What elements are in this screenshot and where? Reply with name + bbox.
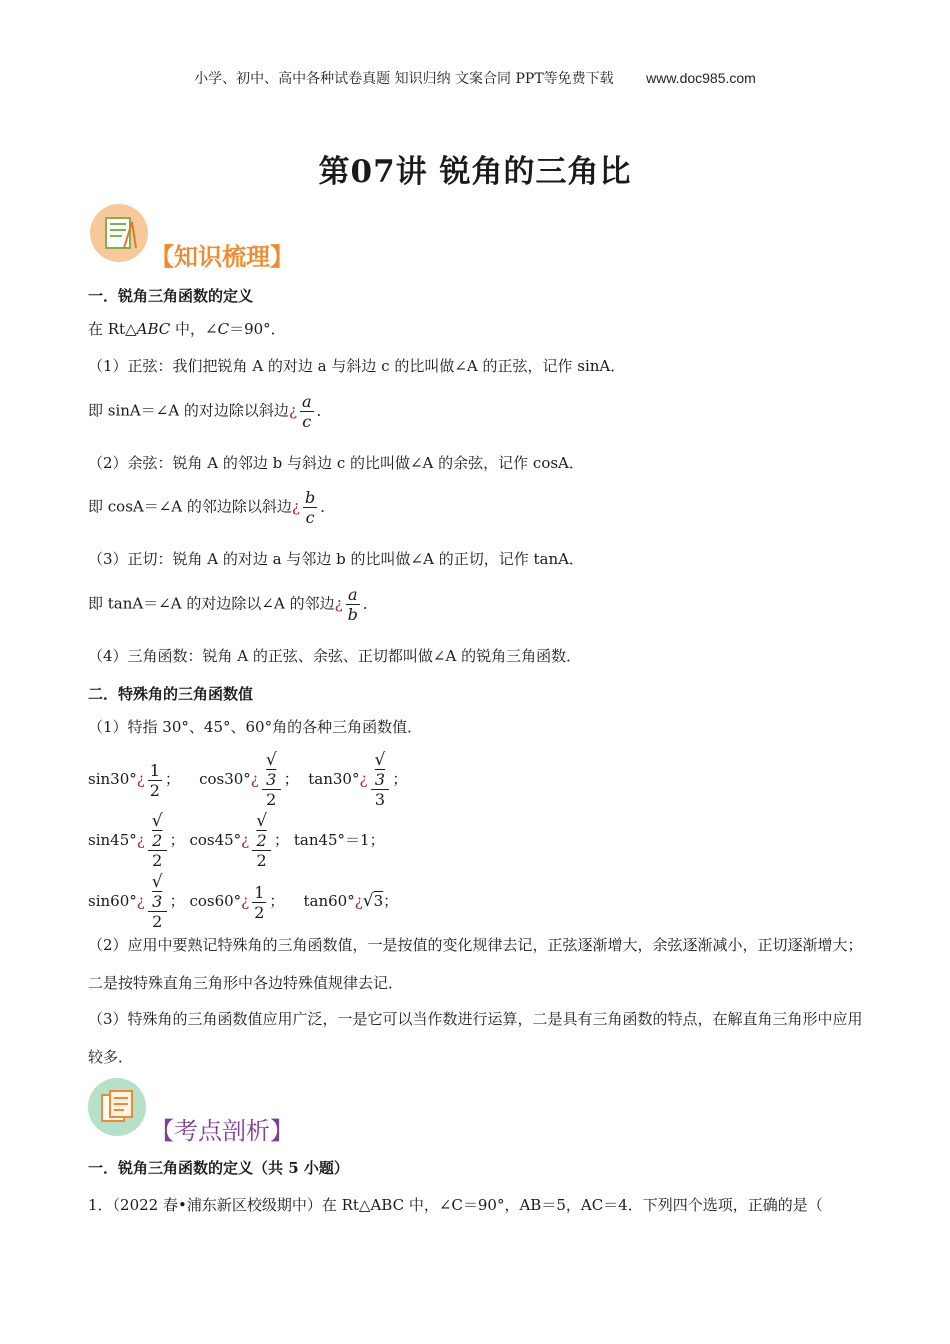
- trig-function-definition: （4）三角函数：锐角 A 的正弦、余弦、正切都叫做∠A 的锐角三角函数．: [88, 647, 582, 665]
- header-url[interactable]: www.doc985.com: [646, 70, 756, 86]
- part2-heading: 二．特殊角的三角函数值: [88, 685, 254, 703]
- memorize-paragraph: （2）应用中要熟记特殊角的三角函数值，一是按值的变化规律去记，正弦逐渐增大，余弦逐渐减小，正切逐渐增大；二是按特殊直角三角形中各边特殊值规律去记．: [88, 936, 863, 992]
- page-header: [0, 68, 950, 88]
- cos-equation: 即 cosA＝∠A 的邻边除以斜边¿ $\frac{b}{c}$ ．: [88, 488, 336, 527]
- special-angles-intro: （1）特指 30°、45°、60°角的各种三角函数值．: [88, 718, 423, 736]
- header-text: 小学、初中、高中各种试卷真题 知识归纳 文案合同 PPT等免费下载: [194, 71, 614, 87]
- tan-equation: 即 tanA＝∠A 的对边除以∠A 的邻边¿ $\frac{a}{b}$ ．: [88, 585, 378, 624]
- cos-definition: （2）余弦：锐角 A 的邻边 b 与斜边 c 的比叫做∠A 的余弦，记作 cosA．: [88, 454, 584, 472]
- sin-definition: （1）正弦：我们把锐角 A 的对边 a 与斜边 c 的比叫做∠A 的正弦，记作 sinA．: [88, 357, 626, 375]
- question-1: 1．（2022 春•浦东新区校级期中）在 Rt△ABC 中，∠C＝90°，AB＝5，AC＝4．下列四个选项，正确的是（: [88, 1196, 823, 1214]
- tan-definition: （3）正切：锐角 A 的对边 a 与邻边 b 的比叫做∠A 的正切，记作 tanA．: [88, 550, 584, 568]
- part1-intro: 在 Rt△ABC 中，∠C＝90°．: [88, 320, 286, 338]
- row-60-degrees: sin60°¿ √ 3 2 ； cos60°¿ $\frac{1}{2}$ ； tan60°¿√3；: [88, 872, 399, 931]
- section-heading-analysis: 【考点剖析】: [150, 1117, 294, 1145]
- application-paragraph: （3）特殊角的三角函数值应用广泛，一是它可以当作数进行运算，二是具有三角函数的特点，在解直角三角形中应用较多．: [88, 1010, 863, 1066]
- documents-icon: [88, 1078, 146, 1136]
- page-title: 第07讲 锐角的三角比: [318, 154, 632, 190]
- section-heading-knowledge: 【知识梳理】: [150, 242, 294, 271]
- part1-heading: 一．锐角三角函数的定义: [88, 287, 254, 305]
- sin-equation: 即 sinA＝∠A 的对边除以斜边¿ $\frac{a}{c}$ ．: [88, 392, 332, 431]
- part3-heading: 一．锐角三角函数的定义（共 5 小题）: [88, 1159, 349, 1177]
- row-45-degrees: sin45°¿ √ 2 2 ； cos45°¿ √ 2 2 ； tan45°＝1；: [88, 811, 385, 870]
- row-30-degrees: sin30°¿ $\frac{1}{2}$ ； cos30°¿ √ 3 2 ； tan30°¿ √ 3 3 ；: [88, 750, 408, 809]
- notebook-icon: [90, 204, 148, 262]
